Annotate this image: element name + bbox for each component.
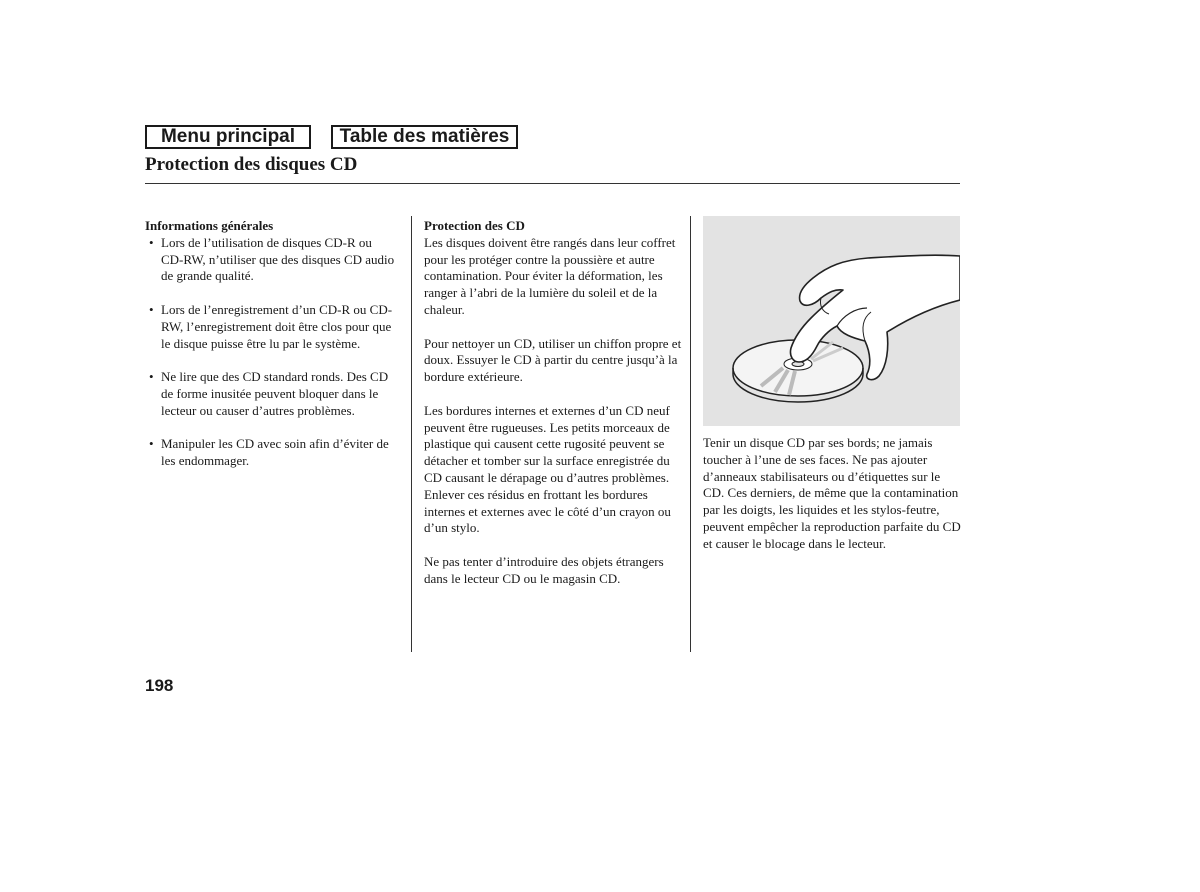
menu-principal-button[interactable]: Menu principal [145,125,311,149]
bullet-icon: • [149,301,154,317]
paragraph: Les disques doivent être rangés dans leur coffret pour les protéger contre la poussière et autre contamination. Pour éviter la déformation, les ranger à l’abri de la lumière du soleil et de la chaleur. [424,234,676,317]
bullet-icon: • [149,234,154,250]
list-item-text: Lors de l’enregistrement d’un CD-R ou CD-RW, l’enregistrement doit être clos pour que le disque puisse être lu par le système. [161,301,393,351]
page-number: 198 [145,676,174,695]
cd-protection-column [424,218,682,604]
paragraph: Les bordures internes et externes d’un CD neuf peuvent être rugueuses. Les petits morceaux de plastique qui causent cette rugosité peuvent se détacher et tomber sur la surface enregistrée du CD causant le dérapage ou d’autres problèmes. Enlever ces résidus en frottant les bordures internes et externes avec le côté d’un crayon ou d’un stylo. [424,402,671,536]
paragraph: Pour nettoyer un CD, utiliser un chiffon propre et doux. Essuyer le CD à partir du centre jusqu’à la bordure extérieure. [424,335,682,385]
list-item [145,369,395,419]
cd-handling-column [703,435,961,569]
column-divider-right [690,216,691,652]
paragraph: Ne pas tenter d’introduire des objets étrangers dans le lecteur CD ou le magasin CD. [424,553,664,586]
list-item [145,235,395,285]
bullet-icon: • [149,436,154,452]
general-info-list [145,235,395,470]
cd-handling-caption: Tenir un disque CD par ses bords; ne jamais toucher à l’une de ses faces. Ne pas ajouter d’anneaux stabilisateurs ou d’étiquettes sur le CD. Ces derniers, de même que la contamination par les doigts, les liquides et les stylos-feutre, peuvent empêcher la reproduction parfaite du CD et causer le blocage dans le lecteur. [703,435,961,551]
hand-cd-icon [703,216,960,426]
cd-protection-heading: Protection des CD [424,218,525,233]
column-divider-left [411,216,412,652]
bullet-icon: • [149,369,154,385]
list-item-text: Ne lire que des CD standard ronds. Des CD de forme inusitée peuvent bloquer dans le lecteur ou causer d’autres problèmes. [161,369,389,418]
hand-holding-cd-illustration [703,216,960,426]
general-info-column [145,218,395,487]
title-divider [145,183,960,184]
table-des-matieres-button[interactable]: Table des matières [331,125,518,149]
list-item-text: Manipuler les CD avec soin afin d’éviter de les endommager. [161,436,389,469]
general-info-heading: Informations générales [145,218,274,233]
list-item [145,302,395,352]
page-title: Protection des disques CD [145,154,358,175]
list-item [145,436,395,470]
list-item-text: Lors de l’utilisation de disques CD-R ou CD-RW, n’utiliser que des disques CD audio de grande qualité. [161,234,395,284]
